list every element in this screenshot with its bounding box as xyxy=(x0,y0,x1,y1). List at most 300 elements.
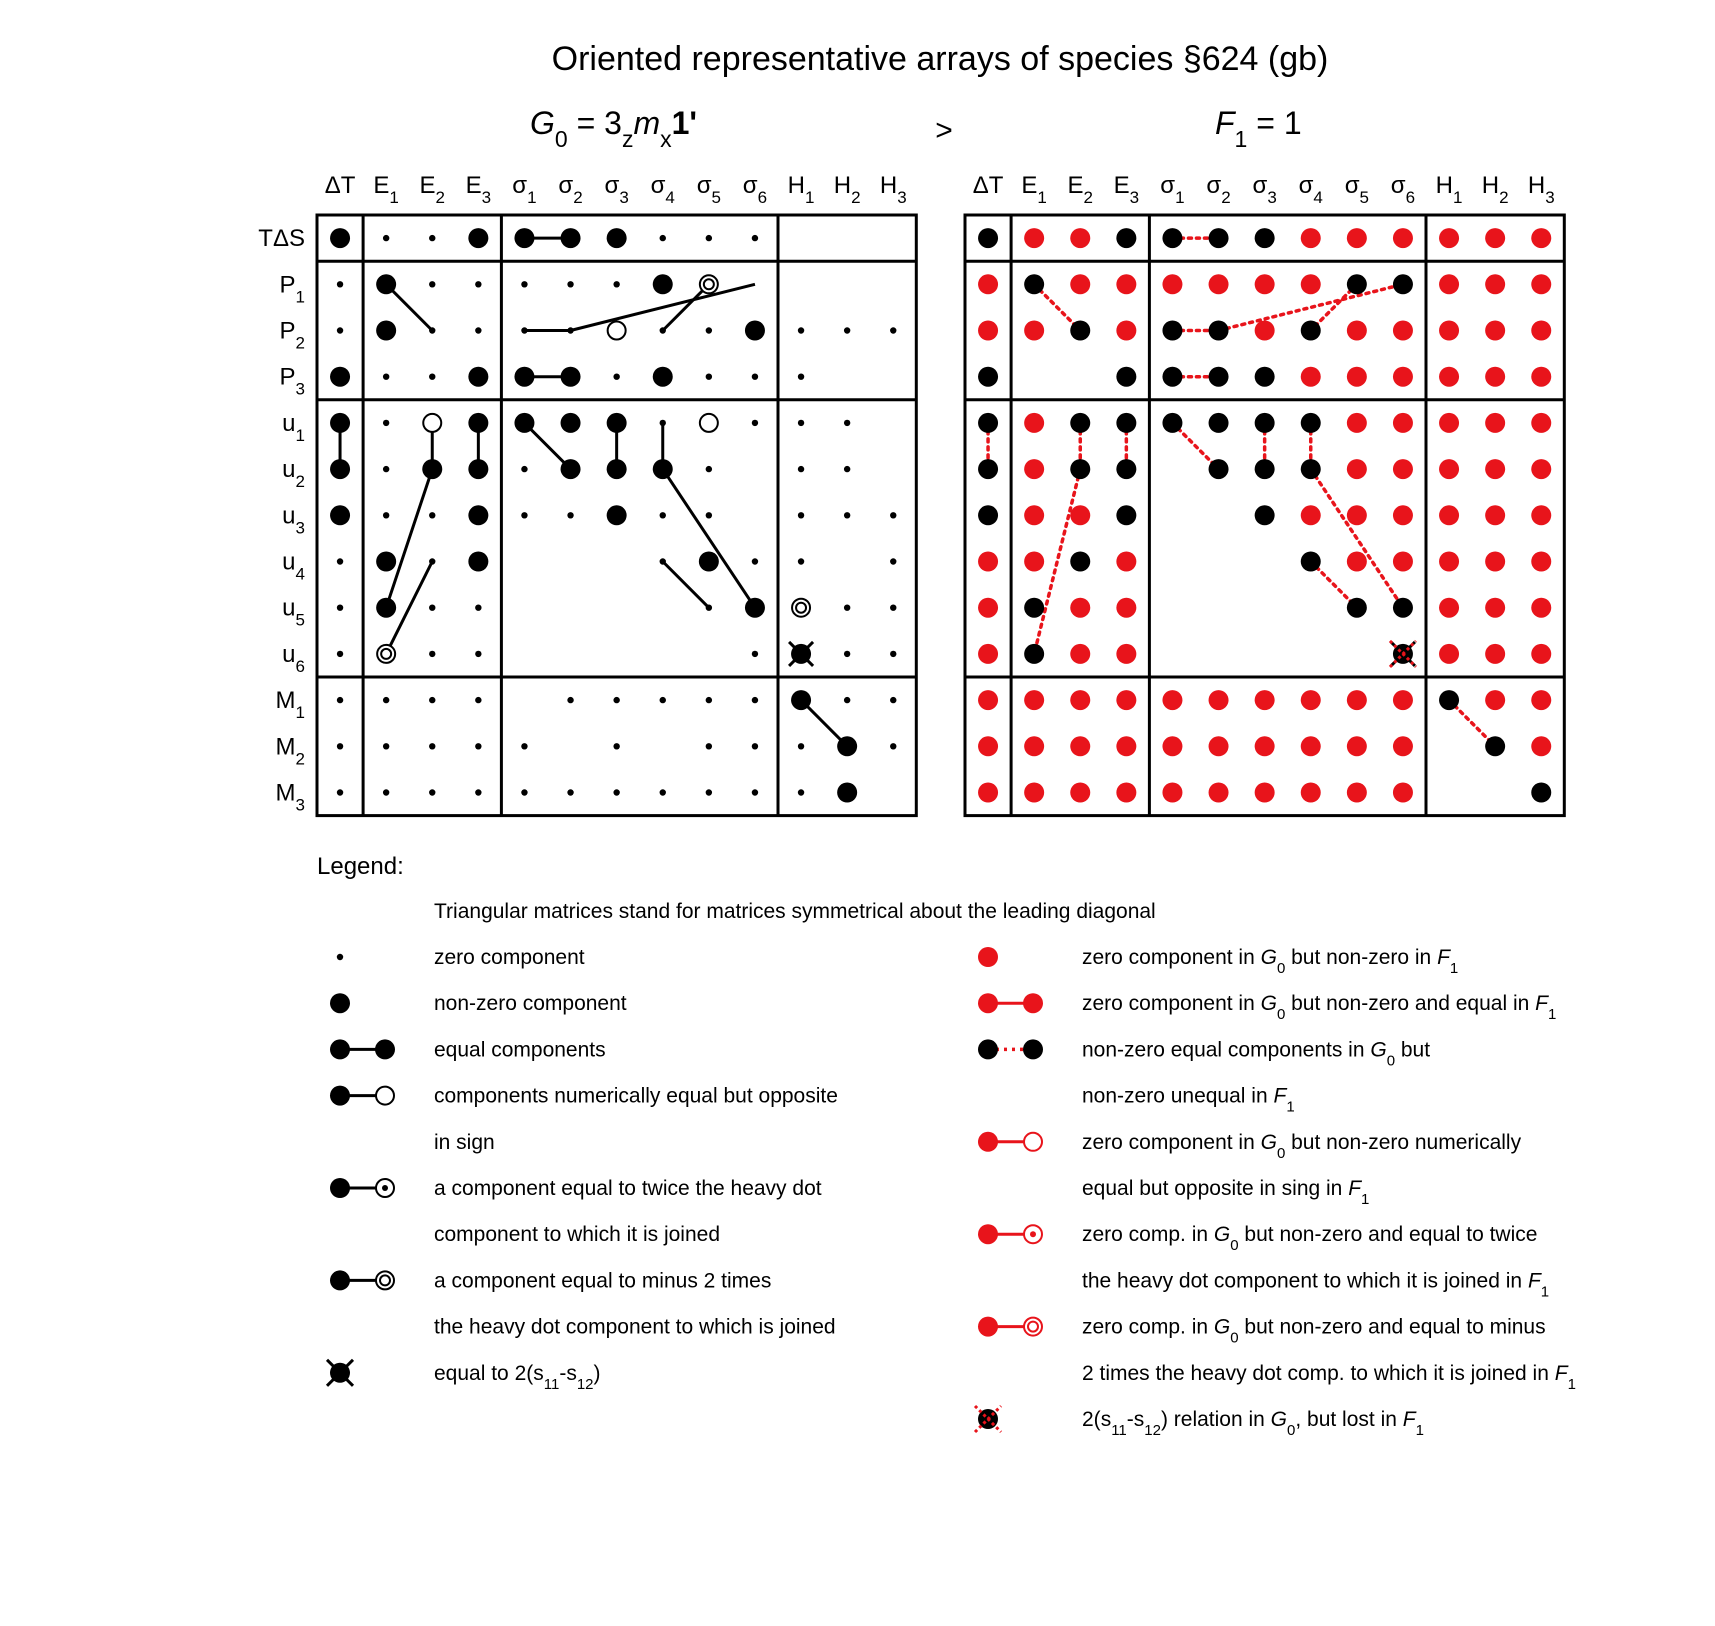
cell-G0-10-10 xyxy=(791,690,811,710)
cell-F1-2-6 xyxy=(1255,321,1275,341)
cell-F1-0-11 xyxy=(1485,228,1505,248)
cell-G0-9-12 xyxy=(890,651,896,657)
cell-F1-12-12 xyxy=(1531,783,1551,803)
cell-G0-4-9 xyxy=(752,420,758,426)
cell-G0-2-1 xyxy=(376,321,396,341)
cell-G0-1-3 xyxy=(475,281,481,287)
cell-G0-10-5 xyxy=(567,697,573,703)
cell-F1-2-12 xyxy=(1531,321,1551,341)
cell-F1-12-6 xyxy=(1255,783,1275,803)
cell-G0-5-5 xyxy=(561,459,581,479)
cell-F1-4-10 xyxy=(1439,413,1459,433)
cell-F1-7-12 xyxy=(1531,552,1551,572)
legend-text-right-6-0: $2(s_{11}-s_{12})$ relation in $G_0$, but lost in $F_1$ xyxy=(1082,1408,1424,1439)
cell-F1-10-3 xyxy=(1116,690,1136,710)
cell-G0-10-12 xyxy=(890,697,896,703)
cell-F1-10-4 xyxy=(1162,690,1182,710)
cell-G0-8-1 xyxy=(376,598,396,618)
cell-F1-8-8 xyxy=(1347,598,1367,618)
cell-F1-1-7 xyxy=(1301,274,1321,294)
cell-G0-9-9 xyxy=(752,651,758,657)
cell-F1-9-3 xyxy=(1116,644,1136,664)
group-label-G0: $G_0 = 3_zm_x1'$ xyxy=(530,105,698,152)
col-header-F1-8: $\sigma_5$ xyxy=(1344,172,1369,207)
cell-G0-1-6 xyxy=(613,281,619,287)
cell-G0-2-9 xyxy=(745,321,765,341)
cell-F1-3-10 xyxy=(1439,367,1459,387)
link-equal xyxy=(386,469,432,608)
cell-G0-7-3 xyxy=(468,552,488,572)
cell-F1-0-10 xyxy=(1439,228,1459,248)
cell-F1-0-6 xyxy=(1255,228,1275,248)
cell-F1-4-1 xyxy=(1024,413,1044,433)
cell-F1-7-10 xyxy=(1439,552,1459,572)
cell-F1-7-0 xyxy=(978,552,998,572)
cell-F1-6-9 xyxy=(1393,505,1413,525)
cell-G0-0-8 xyxy=(706,235,712,241)
cell-F1-4-12 xyxy=(1531,413,1551,433)
cell-G0-11-11 xyxy=(837,736,857,756)
cell-F1-1-2 xyxy=(1070,274,1090,294)
cell-G0-9-0 xyxy=(337,651,343,657)
cell-F1-11-1 xyxy=(1024,736,1044,756)
cell-F1-5-6 xyxy=(1255,459,1275,479)
cell-F1-6-8 xyxy=(1347,505,1367,525)
legend-text-left-4-1: component to which it is joined xyxy=(434,1223,720,1247)
legend-text-left-6-0: equal to $2(s_{11}-s_{12})$ xyxy=(434,1361,601,1393)
cell-G0-7-9 xyxy=(752,558,758,564)
cell-G0-0-1 xyxy=(383,235,389,241)
legend-symbol-right-2 xyxy=(978,1039,1043,1059)
legend-text-left-3-0: components numerically equal but opposite xyxy=(434,1084,838,1108)
cell-G0-12-3 xyxy=(475,789,481,795)
row-label-8: $u_5$ xyxy=(282,594,305,630)
cell-G0-4-8 xyxy=(700,414,718,432)
cell-F1-6-6 xyxy=(1255,505,1275,525)
cell-F1-12-2 xyxy=(1070,783,1090,803)
cell-G0-7-7 xyxy=(660,558,666,564)
cell-F1-12-5 xyxy=(1209,783,1229,803)
row-label-9: $u_6$ xyxy=(282,640,305,676)
row-label-10: $M_1$ xyxy=(275,687,305,722)
cell-G0-10-6 xyxy=(613,697,619,703)
cell-G0-1-7 xyxy=(653,274,673,294)
legend-symbol-right-4 xyxy=(978,1224,1042,1244)
cell-F1-2-0 xyxy=(978,321,998,341)
cell-G0-2-11 xyxy=(844,327,850,333)
cell-F1-5-11 xyxy=(1485,459,1505,479)
diagram-title: Oriented representative arrays of species §624 (gb) xyxy=(551,40,1329,78)
cell-F1-4-0 xyxy=(978,413,998,433)
cell-F1-7-1 xyxy=(1024,552,1044,572)
cell-F1-6-12 xyxy=(1531,505,1551,525)
row-label-4: $u_1$ xyxy=(282,409,305,445)
cell-F1-1-10 xyxy=(1439,274,1459,294)
cell-F1-7-7 xyxy=(1301,552,1321,572)
cell-G0-6-0 xyxy=(330,505,350,525)
cell-F1-11-0 xyxy=(978,736,998,756)
cell-G0-5-10 xyxy=(798,466,804,472)
cell-F1-10-10 xyxy=(1439,690,1459,710)
cell-G0-10-11 xyxy=(844,697,850,703)
legend-text-left-5-0: a component equal to minus 2 times xyxy=(434,1269,772,1293)
cell-G0-5-8 xyxy=(706,466,712,472)
cell-F1-6-0 xyxy=(978,505,998,525)
cell-F1-5-12 xyxy=(1531,459,1551,479)
cell-G0-7-10 xyxy=(798,558,804,564)
cell-F1-9-1 xyxy=(1024,644,1044,664)
cell-G0-2-6 xyxy=(608,322,626,340)
col-header-F1-1: $E_1$ xyxy=(1021,172,1047,207)
row-label-1: $P_1$ xyxy=(279,271,305,306)
cell-G0-9-11 xyxy=(844,651,850,657)
cell-G0-11-3 xyxy=(475,743,481,749)
col-header-G0-10: $H_1$ xyxy=(787,172,815,207)
cell-G0-3-7 xyxy=(653,367,673,387)
cell-G0-11-2 xyxy=(429,743,435,749)
cell-F1-6-1 xyxy=(1024,505,1044,525)
cell-F1-7-2 xyxy=(1070,552,1090,572)
cell-F1-8-11 xyxy=(1485,598,1505,618)
cell-G0-7-0 xyxy=(337,558,343,564)
cell-F1-2-1 xyxy=(1024,321,1044,341)
row-label-11: $M_2$ xyxy=(275,733,305,768)
cell-F1-1-11 xyxy=(1485,274,1505,294)
cell-F1-8-9 xyxy=(1393,598,1413,618)
cell-G0-0-7 xyxy=(660,235,666,241)
legend-symbol-right-6 xyxy=(975,1406,1001,1432)
cell-G0-12-7 xyxy=(660,789,666,795)
col-header-G0-2: $E_2$ xyxy=(419,172,445,207)
cell-F1-1-4 xyxy=(1162,274,1182,294)
cell-F1-0-5 xyxy=(1209,228,1229,248)
cell-F1-4-9 xyxy=(1393,413,1413,433)
cell-G0-8-12 xyxy=(890,605,896,611)
row-label-12: $M_3$ xyxy=(275,779,305,814)
col-header-G0-11: $H_2$ xyxy=(833,172,861,207)
cell-F1-7-3 xyxy=(1116,552,1136,572)
legend-symbol-left-6 xyxy=(327,1360,353,1386)
col-header-F1-7: $\sigma_4$ xyxy=(1298,172,1323,207)
cell-G0-3-10 xyxy=(798,374,804,380)
cell-F1-8-0 xyxy=(978,598,998,618)
cell-F1-11-9 xyxy=(1393,736,1413,756)
col-header-F1-2: $E_2$ xyxy=(1067,172,1093,207)
cell-G0-2-7 xyxy=(660,327,666,333)
cell-G0-12-2 xyxy=(429,789,435,795)
col-header-F1-3: $E_3$ xyxy=(1113,172,1140,207)
legend-text-right-5-1: 2 times the heavy dot comp. to which it is joined in $F_1$ xyxy=(1082,1361,1576,1393)
cell-F1-6-11 xyxy=(1485,505,1505,525)
cell-F1-7-8 xyxy=(1347,552,1367,572)
cell-G0-0-9 xyxy=(752,235,758,241)
cell-F1-0-3 xyxy=(1116,228,1136,248)
cell-G0-11-12 xyxy=(890,743,896,749)
cell-G0-3-4 xyxy=(514,367,534,387)
cell-G0-7-12 xyxy=(890,558,896,564)
cell-F1-8-2 xyxy=(1070,598,1090,618)
cell-F1-9-2 xyxy=(1070,644,1090,664)
cell-F1-8-10 xyxy=(1439,598,1459,618)
cell-F1-2-9 xyxy=(1393,321,1413,341)
cell-G0-1-8 xyxy=(700,275,718,293)
cell-F1-4-11 xyxy=(1485,413,1505,433)
cell-F1-3-3 xyxy=(1116,367,1136,387)
cell-G0-4-11 xyxy=(844,420,850,426)
cell-G0-12-5 xyxy=(567,789,573,795)
cell-F1-7-9 xyxy=(1393,552,1413,572)
cell-F1-1-6 xyxy=(1255,274,1275,294)
legend-text-right-2-1: non-zero unequal in $F_1$ xyxy=(1082,1084,1295,1116)
cell-G0-12-9 xyxy=(752,789,758,795)
cell-G0-6-11 xyxy=(844,512,850,518)
cell-F1-0-0 xyxy=(978,228,998,248)
cell-F1-0-2 xyxy=(1070,228,1090,248)
col-header-F1-5: $\sigma_2$ xyxy=(1206,172,1231,207)
cell-F1-4-5 xyxy=(1209,413,1229,433)
cell-F1-3-8 xyxy=(1347,367,1367,387)
cell-G0-10-2 xyxy=(429,697,435,703)
cell-G0-2-10 xyxy=(798,327,804,333)
cell-F1-10-12 xyxy=(1531,690,1551,710)
cell-G0-6-3 xyxy=(468,505,488,525)
cell-G0-8-10 xyxy=(792,599,810,617)
legend-text-right-4-1: the heavy dot component to which it is joined in $F_1$ xyxy=(1082,1269,1550,1300)
legend-symbol-left-1 xyxy=(330,993,350,1013)
cell-G0-5-3 xyxy=(468,459,488,479)
legend-text-left-4-0: a component equal to twice the heavy dot xyxy=(434,1177,822,1200)
cell-G0-10-3 xyxy=(475,697,481,703)
cell-G0-1-5 xyxy=(567,281,573,287)
cell-G0-6-5 xyxy=(567,512,573,518)
cell-F1-4-3 xyxy=(1116,413,1136,433)
cell-F1-10-8 xyxy=(1347,690,1367,710)
col-header-G0-12: $H_3$ xyxy=(879,172,907,207)
cell-G0-8-3 xyxy=(475,605,481,611)
cell-F1-2-7 xyxy=(1301,321,1321,341)
cell-F1-5-3 xyxy=(1116,459,1136,479)
col-header-G0-1: $E_1$ xyxy=(373,172,399,207)
cell-F1-11-2 xyxy=(1070,736,1090,756)
cell-F1-1-9 xyxy=(1393,274,1413,294)
cell-F1-4-4 xyxy=(1162,413,1182,433)
cell-F1-11-3 xyxy=(1116,736,1136,756)
cell-G0-2-8 xyxy=(706,327,712,333)
cell-G0-5-6 xyxy=(607,459,627,479)
col-header-F1-0: ΔT xyxy=(972,172,1004,199)
cell-F1-5-8 xyxy=(1347,459,1367,479)
cell-F1-11-8 xyxy=(1347,736,1367,756)
cell-G0-8-11 xyxy=(844,605,850,611)
cell-G0-3-2 xyxy=(429,374,435,380)
legend-symbol-left-3 xyxy=(330,1086,394,1106)
cell-G0-4-10 xyxy=(798,420,804,426)
cell-G0-0-4 xyxy=(514,228,534,248)
cell-G0-6-12 xyxy=(890,512,896,518)
cell-G0-2-12 xyxy=(890,327,896,333)
cell-G0-9-10 xyxy=(789,642,813,666)
cell-F1-8-3 xyxy=(1116,598,1136,618)
cell-G0-12-11 xyxy=(837,783,857,803)
cell-F1-11-11 xyxy=(1485,736,1505,756)
cell-F1-10-6 xyxy=(1255,690,1275,710)
cell-G0-2-3 xyxy=(475,327,481,333)
cell-F1-3-6 xyxy=(1255,367,1275,387)
cell-G0-4-0 xyxy=(330,413,350,433)
cell-F1-4-8 xyxy=(1347,413,1367,433)
legend-symbol-left-4 xyxy=(330,1178,394,1198)
cell-G0-6-2 xyxy=(429,512,435,518)
cell-G0-4-3 xyxy=(468,413,488,433)
cell-F1-3-11 xyxy=(1485,367,1505,387)
cell-G0-10-9 xyxy=(752,697,758,703)
cell-F1-12-0 xyxy=(978,783,998,803)
cell-F1-1-12 xyxy=(1531,274,1551,294)
cell-F1-0-4 xyxy=(1162,228,1182,248)
cell-G0-12-1 xyxy=(383,789,389,795)
legend-symbol-right-1 xyxy=(978,993,1043,1013)
cell-F1-7-11 xyxy=(1485,552,1505,572)
cell-G0-0-5 xyxy=(561,228,581,248)
legend xyxy=(317,853,1576,1439)
cell-F1-12-3 xyxy=(1116,783,1136,803)
cell-F1-0-9 xyxy=(1393,228,1413,248)
cell-F1-8-1 xyxy=(1024,598,1044,618)
cell-G0-2-0 xyxy=(337,327,343,333)
cell-F1-0-12 xyxy=(1531,228,1551,248)
cell-G0-1-1 xyxy=(376,274,396,294)
cell-F1-8-12 xyxy=(1531,598,1551,618)
cell-G0-1-4 xyxy=(521,281,527,287)
cell-G0-1-0 xyxy=(337,281,343,287)
cell-F1-11-5 xyxy=(1209,736,1229,756)
cell-G0-9-3 xyxy=(475,651,481,657)
cell-F1-2-8 xyxy=(1347,321,1367,341)
cell-F1-10-0 xyxy=(978,690,998,710)
legend-text-right-3-0: zero component in $G_0$ but non-zero numerically xyxy=(1082,1130,1522,1162)
cell-G0-12-6 xyxy=(613,789,619,795)
cell-G0-6-6 xyxy=(607,505,627,525)
cell-G0-8-9 xyxy=(745,598,765,618)
legend-symbol-left-0 xyxy=(337,954,343,960)
cell-F1-5-5 xyxy=(1209,459,1229,479)
cell-G0-11-1 xyxy=(383,743,389,749)
row-label-6: $u_3$ xyxy=(282,502,305,537)
legend-text-left-5-1: the heavy dot component to which is joined xyxy=(434,1315,836,1339)
col-header-G0-4: $\sigma_1$ xyxy=(512,172,537,207)
cell-F1-9-11 xyxy=(1485,644,1505,664)
legend-heading: Legend: xyxy=(317,853,404,880)
cell-F1-12-8 xyxy=(1347,783,1367,803)
cell-F1-0-7 xyxy=(1301,228,1321,248)
legend-symbol-right-5 xyxy=(978,1317,1042,1337)
legend-text-left-2-0: equal components xyxy=(434,1038,606,1062)
cell-F1-9-0 xyxy=(978,644,998,664)
cell-G0-10-1 xyxy=(383,697,389,703)
cell-G0-8-8 xyxy=(706,605,712,611)
cell-F1-12-4 xyxy=(1162,783,1182,803)
cell-F1-12-1 xyxy=(1024,783,1044,803)
cell-G0-10-0 xyxy=(337,697,343,703)
cell-G0-5-7 xyxy=(653,459,673,479)
cell-G0-4-6 xyxy=(607,413,627,433)
cell-F1-2-10 xyxy=(1439,321,1459,341)
row-label-7: $u_4$ xyxy=(282,548,305,583)
arrow-symbol: > xyxy=(935,114,953,147)
cell-G0-3-5 xyxy=(561,367,581,387)
cell-G0-7-1 xyxy=(376,552,396,572)
cell-G0-4-7 xyxy=(660,420,666,426)
cell-G0-6-7 xyxy=(660,512,666,518)
legend-symbol-right-3 xyxy=(978,1132,1042,1152)
cell-G0-11-0 xyxy=(337,743,343,749)
cell-G0-0-6 xyxy=(607,228,627,248)
cell-G0-6-1 xyxy=(383,512,389,518)
cell-F1-2-3 xyxy=(1116,321,1136,341)
cell-F1-4-2 xyxy=(1070,413,1090,433)
cell-G0-0-3 xyxy=(468,228,488,248)
cell-F1-0-8 xyxy=(1347,228,1367,248)
cell-G0-4-2 xyxy=(423,414,441,432)
cell-G0-11-4 xyxy=(521,743,527,749)
group-label-F1: $F_1 = 1$ xyxy=(1215,105,1302,152)
cell-F1-3-9 xyxy=(1393,367,1413,387)
cell-G0-4-4 xyxy=(514,413,534,433)
cell-G0-4-1 xyxy=(383,420,389,426)
legend-text-right-5-0: zero comp. in $G_0$ but non-zero and equal to minus xyxy=(1082,1315,1546,1347)
cell-F1-5-10 xyxy=(1439,459,1459,479)
cell-G0-3-8 xyxy=(706,374,712,380)
group-headings xyxy=(530,105,1302,152)
cell-F1-4-7 xyxy=(1301,413,1321,433)
cell-F1-3-12 xyxy=(1531,367,1551,387)
cell-F1-2-4 xyxy=(1162,321,1182,341)
cell-G0-5-4 xyxy=(521,466,527,472)
cell-G0-10-7 xyxy=(660,697,666,703)
cell-F1-5-2 xyxy=(1070,459,1090,479)
cell-G0-0-2 xyxy=(429,235,435,241)
cell-G0-3-3 xyxy=(468,367,488,387)
cell-F1-1-8 xyxy=(1347,274,1367,294)
cell-G0-11-8 xyxy=(706,743,712,749)
cell-G0-8-0 xyxy=(337,605,343,611)
col-header-F1-11: $H_2$ xyxy=(1481,172,1509,207)
cell-G0-11-10 xyxy=(798,743,804,749)
legend-note: Triangular matrices stand for matrices symmetrical about the leading diagonal xyxy=(434,900,1156,923)
cell-G0-12-0 xyxy=(337,789,343,795)
cell-G0-7-8 xyxy=(699,552,719,572)
cell-F1-11-7 xyxy=(1301,736,1321,756)
col-header-G0-9: $\sigma_6$ xyxy=(742,172,768,207)
cell-G0-5-2 xyxy=(422,459,442,479)
legend-symbol-left-5 xyxy=(330,1270,394,1290)
cell-F1-10-5 xyxy=(1209,690,1229,710)
cell-F1-5-7 xyxy=(1301,459,1321,479)
cell-F1-1-1 xyxy=(1024,274,1044,294)
cell-G0-3-6 xyxy=(613,374,619,380)
legend-symbol-left-2 xyxy=(330,1039,395,1059)
cell-G0-3-9 xyxy=(752,374,758,380)
cell-F1-3-7 xyxy=(1301,367,1321,387)
cell-G0-11-9 xyxy=(752,743,758,749)
cell-G0-9-1 xyxy=(377,645,395,663)
cell-F1-6-2 xyxy=(1070,505,1090,525)
array-G0 xyxy=(258,172,916,816)
col-header-G0-3: $E_3$ xyxy=(465,172,492,207)
cell-G0-12-8 xyxy=(706,789,712,795)
cell-F1-12-7 xyxy=(1301,783,1321,803)
cell-F1-2-11 xyxy=(1485,321,1505,341)
